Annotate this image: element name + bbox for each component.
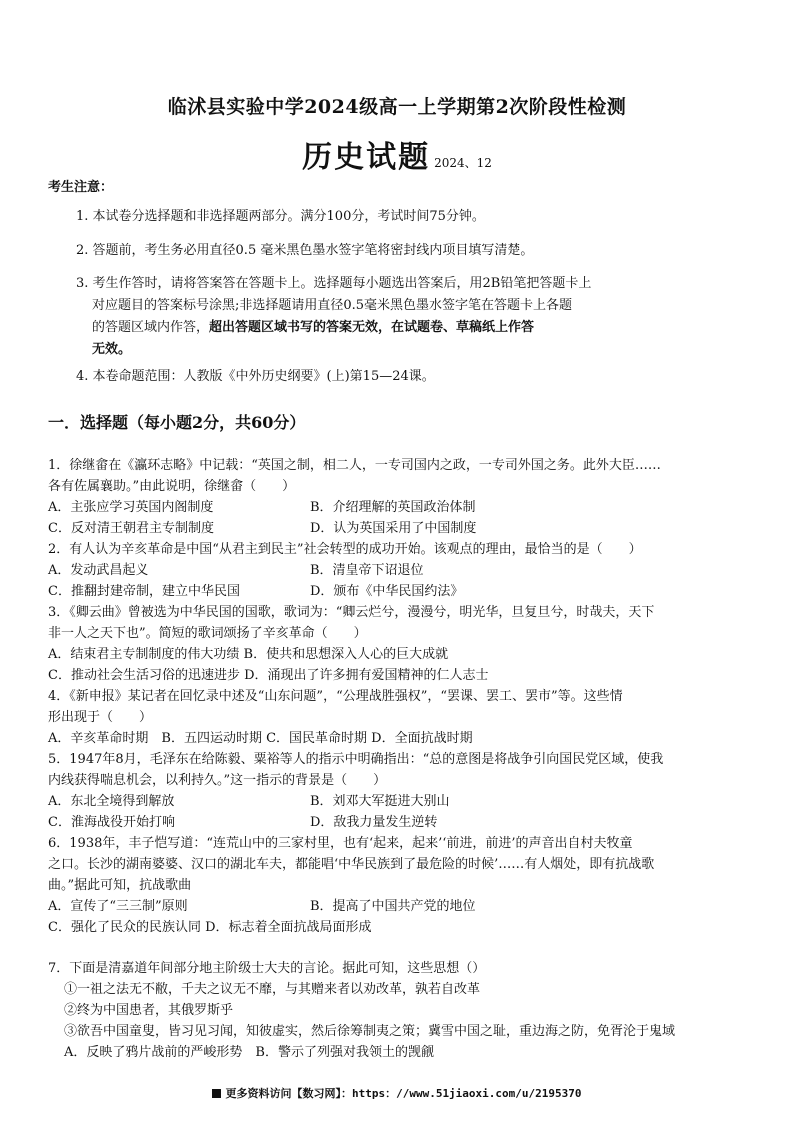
exam-date: 2024、12 [434, 156, 492, 170]
question-6-line3: 曲。”据此可知，抗战歌曲 [48, 878, 192, 893]
q7-statement-3: ③欲吾中国童叟，皆习见习闻，知彼虚实，然后徐筹制夷之策；冀雪中国之耻，重边海之防，免胥沦于鬼域 [64, 1024, 676, 1039]
q2-option-c: C．推翻封建帝制，建立中华民国 [48, 584, 240, 599]
notice-item-3-bold: 超出答题区域书写的答案无效，在试题卷、草稿纸上作答 [209, 320, 535, 335]
subject-title [0, 132, 794, 176]
question-6-line1: 6．1938年，丰子恺写道：“连荒山中的三家村里，也有‘起来，起来’‘前进，前进’的声音出自村夫牧童 [48, 836, 633, 851]
notice-item-3-line1: 3. 考生作答时，请将答案答在答题卡上。选择题每小题选出答案后，用2B铅笔把答题卡上 [76, 276, 592, 291]
q1-option-c: C．反对清王朝君主专制制度 [48, 521, 214, 536]
q5-option-a: A．东北全境得到解放 [48, 794, 175, 809]
question-5-line1: 5．1947年8月，毛泽东在给陈毅、粟裕等人的指示中明确指出：“总的意图是将战争引向国民党区域，使我 [48, 752, 664, 767]
flag-icon [212, 1089, 221, 1098]
question-7 [48, 958, 750, 1063]
question-2-line1: 2．有人认为辛亥革命是中国“从君主到民主”社会转型的成功开始。该观点的理由，最恰当的是（ ） [48, 542, 642, 557]
q5-option-c: C．淮海战役开始打响 [48, 815, 175, 830]
q2-option-d: D．颁布《中华民国约法》 [310, 584, 464, 599]
q6-options-cd: C．强化了民众的民族认同 D．标志着全面抗战局面形成 [48, 920, 372, 935]
subject-name: 历史试题 [302, 140, 431, 175]
q2-option-b: B．清皇帝下诏退位 [310, 563, 424, 578]
question-4-line1: 4．《新申报》某记者在回忆录中述及“山东问题”，“公理战胜强权”，“罢课、罢工、罢市”等。这些情 [48, 689, 623, 704]
notice-item-3-bold2: 无效。 [92, 342, 132, 357]
notice-item-2: 2. 答题前，考生务必用直径0.5 毫米黑色墨水签字笔将密封线内项目填写清楚。 [76, 243, 534, 258]
question-3-line1: 3．《卿云曲》曾被选为中华民国的国歌，歌词为：“卿云烂兮，漫漫兮，明光华，旦复旦兮，时哉夫，天下 [48, 605, 655, 620]
q5-option-b: B．刘邓大军挺进大别山 [310, 794, 450, 809]
q1-option-b: B．介绍理解的英国政治体制 [310, 500, 476, 515]
footer [0, 1085, 794, 1101]
q5-option-d: D．敌我力量发生逆转 [310, 815, 438, 830]
q1-option-d: D．认为英国采用了中国制度 [310, 521, 477, 536]
q1-option-a: A．主张应学习英国内阁制度 [48, 500, 214, 515]
question-1-line2: 各有佐属襄助。”由此说明，徐继畲（ ） [48, 479, 296, 494]
q4-options: A．辛亥革命时期 B．五四运动时期 C．国民革命时期 D．全面抗战时期 [48, 731, 473, 746]
question-1-line1: 1．徐继畲在《瀛环志略》中记载：“英国之制，相二人，一专司国内之政，一专司外国之务。此外大臣…… [48, 458, 661, 473]
notice-item-3 [76, 273, 676, 361]
q6-option-b: B．提高了中国共产党的地位 [310, 899, 476, 914]
school-title: 临沭县实验中学2024级高一上学期第2次阶段性检测 [167, 96, 627, 118]
q7-statement-1: ①一祖之法无不敝，千夫之议无不靡，与其赠来者以劝改革，孰若自改革 [64, 982, 481, 997]
q3-options-cd: C．推动社会生活习俗的迅速进步 D．涌现出了许多拥有爱国精神的仁人志士 [48, 668, 489, 683]
question-1 [48, 455, 750, 938]
question-5-line2: 内线获得喘息机会，以利持久。”这一指示的背景是（ ） [48, 773, 387, 788]
q3-options-ab: A．结束君主专制制度的伟大功绩 B．使共和思想深入人心的巨大成就 [48, 647, 449, 662]
q6-option-a: A．宣传了“三三制”原则 [48, 899, 188, 914]
question-6-line2: 之口。长沙的湖南婆婆、汉口的湖北车夫，都能唱‘中华民族到了最危险的时候’……有人烟处，即有抗战歌 [48, 857, 655, 872]
notice-heading: 考生注意： [48, 180, 114, 195]
q7-statement-2: ②终为中国患者，其俄罗斯乎 [64, 1003, 234, 1018]
section-heading: 一．选择题（每小题2分，共60分） [48, 413, 306, 432]
question-4-line2: 形出现于（ ） [48, 710, 153, 725]
question-3-line2: 非一人之天下也”。简短的歌词颂扬了辛亥革命（ ） [48, 626, 367, 641]
notice-item-4: 4. 本卷命题范围：人教版《中外历史纲要》(上)第15—24课。 [76, 369, 435, 384]
footer-link[interactable]: 更多资料访问【数习网】：https：//www.51jiaoxi.com/u/2195370 [225, 1087, 582, 1100]
question-7-line1: 7．下面是清嘉道年间部分地主阶级士大夫的言论。据此可知，这些思想（） [48, 961, 486, 976]
q2-option-a: A．发动武昌起义 [48, 563, 149, 578]
notice-item-3-line2: 对应题目的答案标号涂黑;非选择题请用直径0.5毫米黑色墨水签字笔在答题卡上各题 [92, 298, 573, 313]
q7-options-ab: A．反映了鸦片战前的严峻形势 B．警示了列强对我领土的觊觎 [64, 1045, 434, 1060]
notice-item-1: 1. 本试卷分选择题和非选择题两部分。满分100分，考试时间75分钟。 [76, 209, 485, 224]
notice-item-3-line3: 的答题区域内作答， [92, 320, 210, 335]
